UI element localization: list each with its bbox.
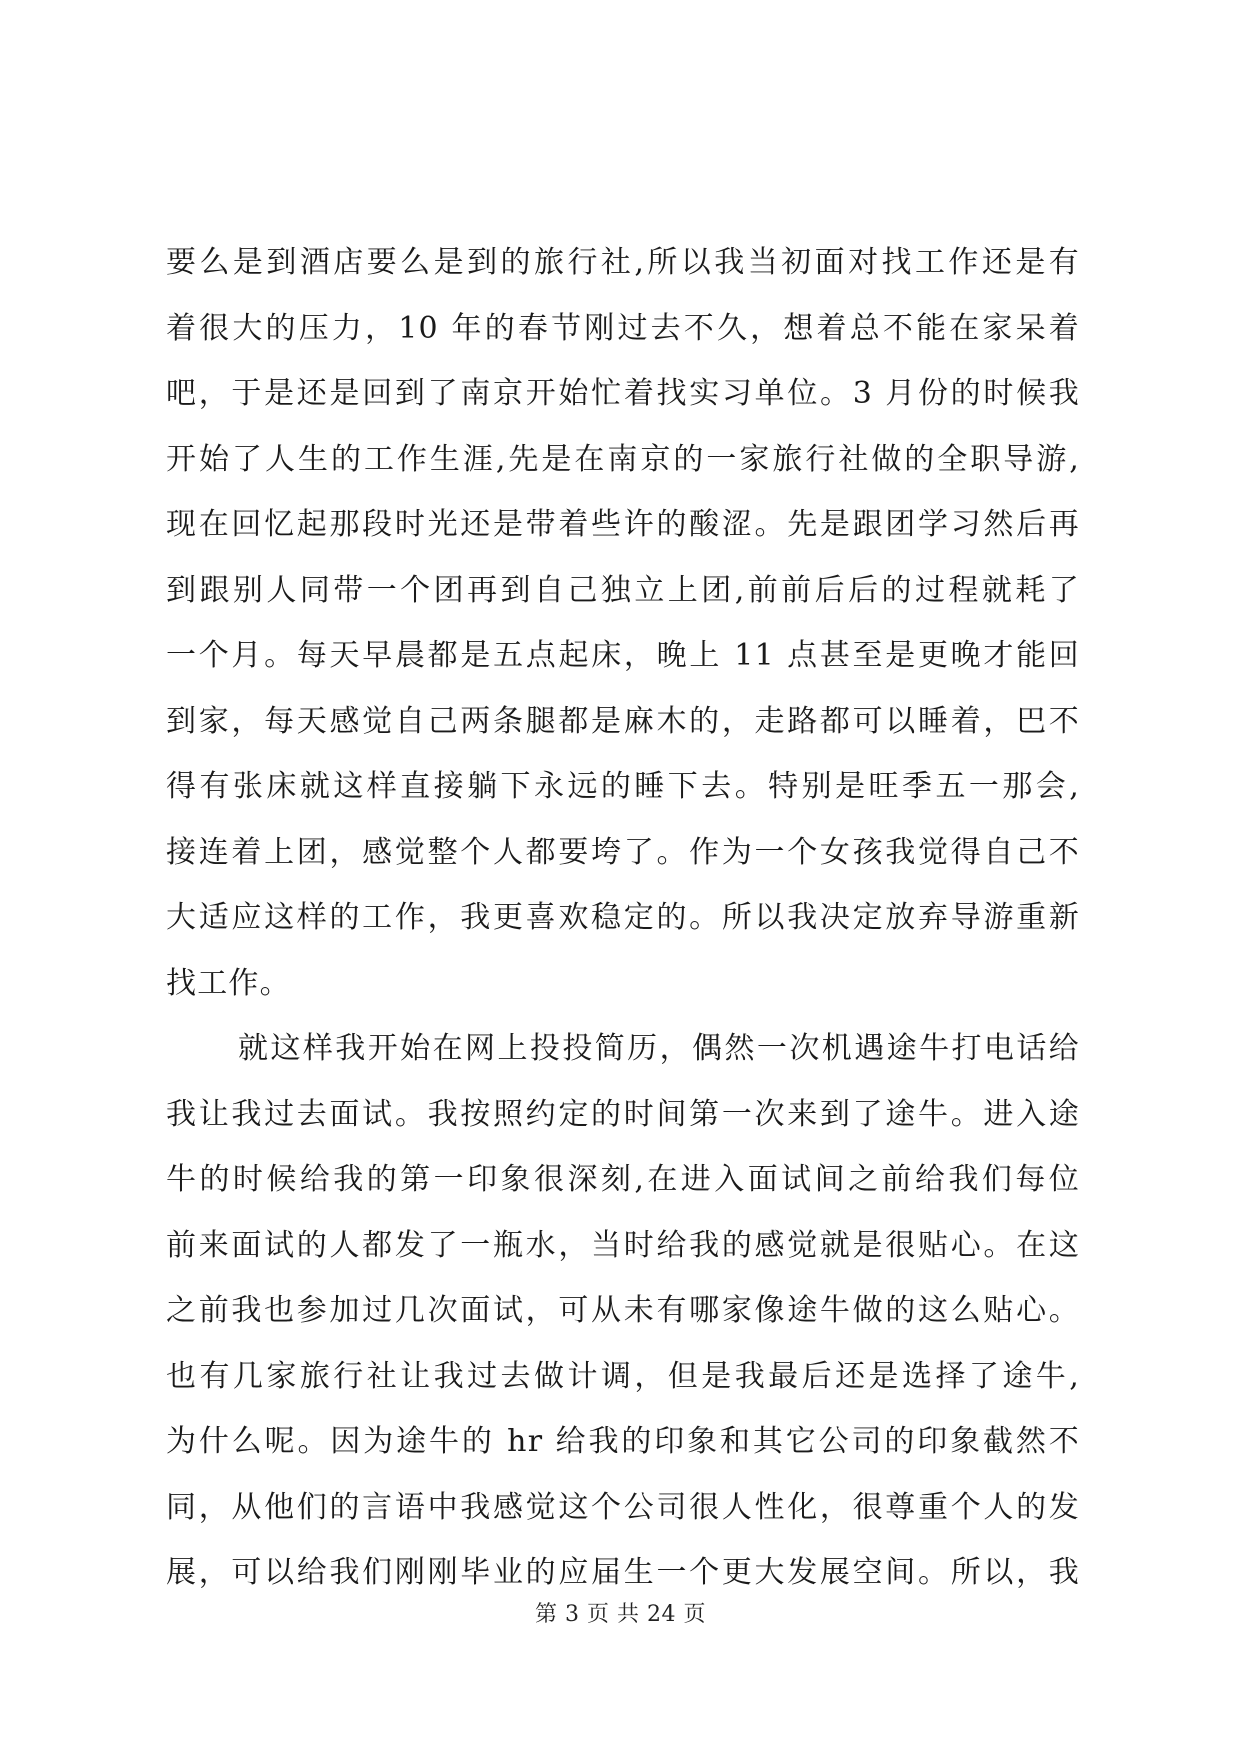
text-line: 着很大的压力，10 年的春节刚过去不久，想着总不能在家呆着 (166, 310, 1080, 346)
text-line: 到跟别人同带一个团再到自己独立上团,前前后后的过程就耗了 (166, 572, 1080, 608)
text-line: 一个月。每天早晨都是五点起床，晚上 11 点甚至是更晚才能回 (166, 638, 1080, 673)
text-line: 之前我也参加过几次面试，可从未有哪家像途牛做的这么贴心。 (166, 1293, 1080, 1328)
paragraph-1 (166, 230, 1080, 1016)
text-line: 找工作。 (166, 965, 291, 1001)
text-line: 展，可以给我们刚刚毕业的应届生一个更大发展空间。所以，我 (166, 1555, 1080, 1590)
text-line: 开始了人生的工作生涯,先是在南京的一家旅行社做的全职导游, (166, 441, 1080, 477)
text-line: 到家，每天感觉自己两条腿都是麻木的，走路都可以睡着，巴不 (166, 703, 1080, 739)
text-line: 得有张床就这样直接躺下永远的睡下去。特别是旺季五一那会, (166, 769, 1080, 804)
text-line: 前来面试的人都发了一瓶水，当时给我的感觉就是很贴心。在这 (166, 1227, 1080, 1263)
text-line: 也有几家旅行社让我过去做计调，但是我最后还是选择了途牛, (166, 1358, 1080, 1394)
paragraph-2 (166, 1016, 1080, 1606)
text-line: 要么是到酒店要么是到的旅行社,所以我当初面对找工作还是有 (166, 245, 1080, 280)
page-number-footer: 第 3 页 共 24 页 (535, 1602, 706, 1627)
text-line: 接连着上团，感觉整个人都要垮了。作为一个女孩我觉得自己不 (166, 834, 1080, 870)
text-line: 吧，于是还是回到了南京开始忙着找实习单位。3 月份的时候我 (166, 376, 1080, 411)
text-line: 大适应这样的工作，我更喜欢稳定的。所以我决定放弃导游重新 (166, 900, 1080, 935)
text-line: 为什么呢。因为途牛的 hr 给我的印象和其它公司的印象截然不 (166, 1424, 1080, 1459)
text-line: 就这样我开始在网上投投简历，偶然一次机遇途牛打电话给 (238, 1031, 1080, 1066)
document-body (166, 230, 1080, 1606)
text-line: 同，从他们的言语中我感觉这个公司很人性化，很尊重个人的发 (166, 1489, 1080, 1525)
text-line: 现在回忆起那段时光还是带着些许的酸涩。先是跟团学习然后再 (166, 507, 1080, 542)
text-line: 牛的时候给我的第一印象很深刻,在进入面试间之前给我们每位 (166, 1162, 1080, 1197)
text-line: 我让我过去面试。我按照约定的时间第一次来到了途牛。进入途 (166, 1096, 1080, 1132)
